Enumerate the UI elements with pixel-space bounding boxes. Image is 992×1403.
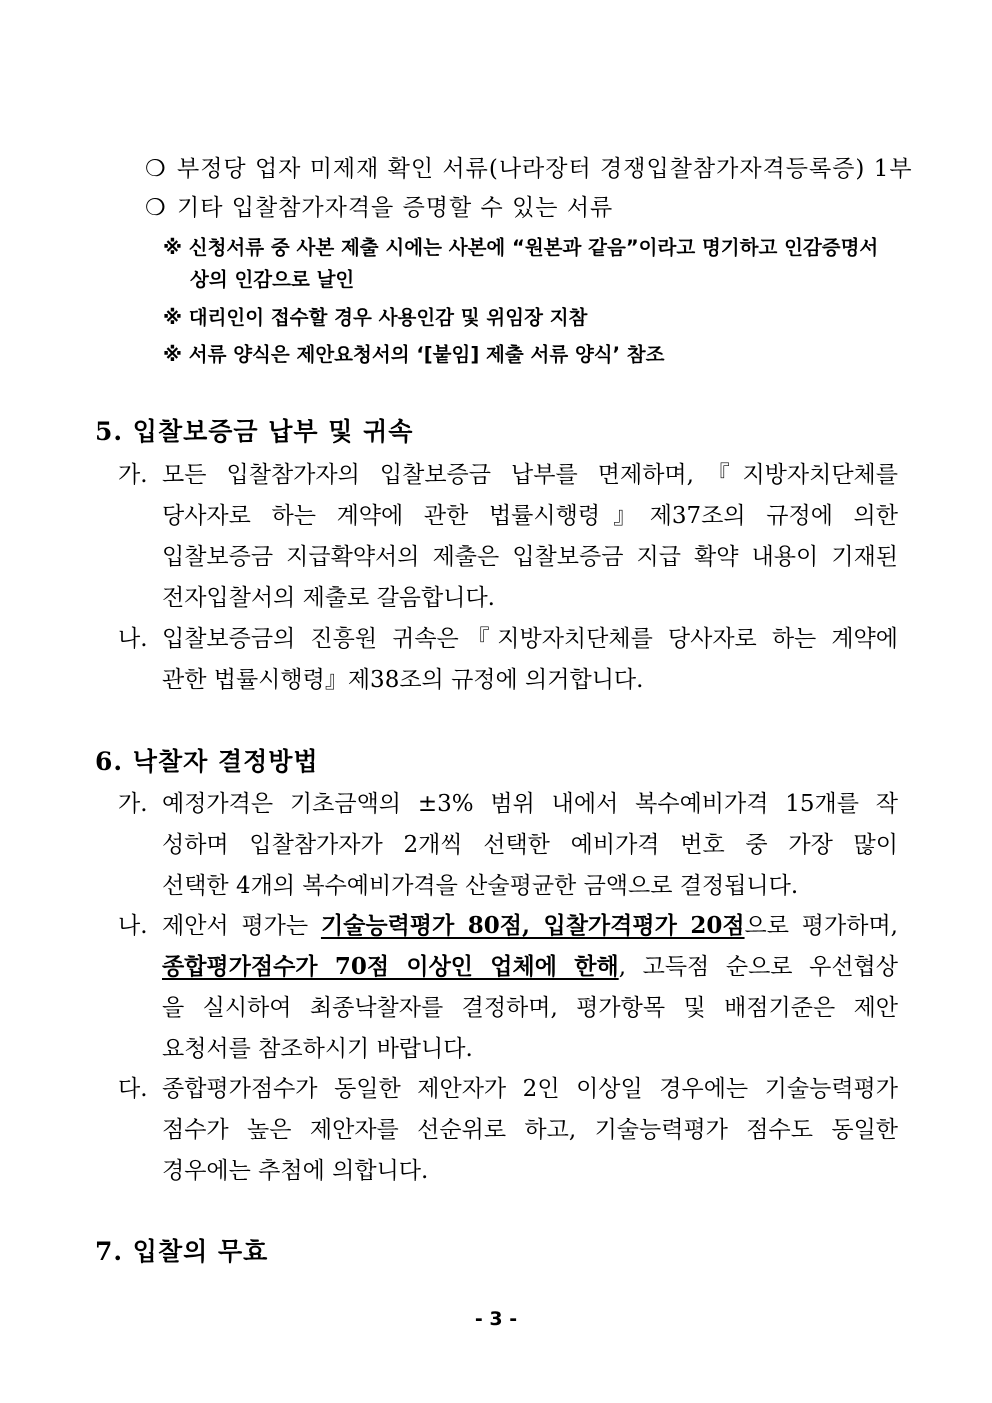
requirement-item xyxy=(145,189,613,222)
item-label: 나. xyxy=(118,913,148,939)
item-label: 나. xyxy=(118,626,148,652)
item-text: , 고득점 순으로 우선협상 xyxy=(618,954,898,980)
section-heading: 6. 낙찰자 결정방법 xyxy=(95,747,319,776)
item-line: 관한 법률시행령』제38조의 규정에 의거합니다. xyxy=(162,667,644,693)
item-label: 다. xyxy=(118,1076,148,1102)
page-number: - 3 - xyxy=(474,1308,518,1330)
requirement-text: 기타 입찰참가자격을 증명할 수 있는 서류 xyxy=(177,195,614,221)
note-line: ※ 대리인이 접수할 경우 사용인감 및 위임장 지참 xyxy=(163,306,588,329)
note-line: ※ 신청서류 중 사본 제출 시에는 사본에 “원본과 같음”이라고 명기하고 인감증명서 xyxy=(163,236,879,259)
item-line: 입찰보증금의 진흥원 귀속은『지방자치단체를 당사자로 하는 계약에 xyxy=(162,626,898,652)
item-line: 선택한 4개의 복수예비가격을 산술평균한 금액으로 결정됩니다. xyxy=(162,873,799,899)
item-text: 으로 평가하며, xyxy=(744,913,898,939)
note-line: ※ 서류 양식은 제안요청서의 ‘[붙임] 제출 서류 양식’ 참조 xyxy=(163,343,665,366)
emphasis-text: 종합평가점수가 70점 이상인 업체에 한해 xyxy=(162,953,619,980)
section-heading: 5. 입찰보증금 납부 및 귀속 xyxy=(95,417,414,446)
item-line xyxy=(162,948,898,981)
item-line: 전자입찰서의 제출로 갈음합니다. xyxy=(162,585,495,611)
requirement-text: 부정당 업자 미제재 확인 서류(나라장터 경쟁입찰참가자격등록증) 1부 xyxy=(177,156,913,182)
item-label: 가. xyxy=(118,462,148,488)
item-line: 을 실시하여 최종낙찰자를 결정하며, 평가항목 및 배점기준은 제안 xyxy=(162,995,898,1021)
item-line: 성하며 입찰참가자가 2개씩 선택한 예비가격 번호 중 가장 많이 xyxy=(162,832,898,858)
item-label: 가. xyxy=(118,791,148,817)
item-line xyxy=(162,907,898,940)
section-heading: 7. 입찰의 무효 xyxy=(95,1237,269,1266)
item-line: 종합평가점수가 동일한 제안자가 2인 이상일 경우에는 기술능력평가 xyxy=(162,1076,898,1102)
requirement-item xyxy=(145,150,913,183)
item-line: 점수가 높은 제안자를 선순위로 하고, 기술능력평가 점수도 동일한 xyxy=(162,1117,898,1143)
circle-bullet-icon: ❍ xyxy=(145,156,167,182)
note-line-continued: 상의 인감으로 날인 xyxy=(190,268,355,291)
item-line: 모든 입찰참가자의 입찰보증금 납부를 면제하며,『지방자치단체를 xyxy=(162,462,898,488)
emphasis-text: 기술능력평가 80점, 입찰가격평가 20점 xyxy=(320,912,745,939)
item-line: 당사자로 하는 계약에 관한 법률시행령』제37조의 규정에 의한 xyxy=(162,503,898,529)
item-line: 요청서를 참조하시기 바랍니다. xyxy=(162,1036,473,1062)
item-line: 예정가격은 기초금액의 ±3% 범위 내에서 복수예비가격 15개를 작 xyxy=(162,791,898,817)
item-line: 입찰보증금 지급확약서의 제출은 입찰보증금 지급 확약 내용이 기재된 xyxy=(162,544,898,570)
item-text: 제안서 평가는 xyxy=(162,913,321,939)
item-line: 경우에는 추첨에 의합니다. xyxy=(162,1158,429,1184)
circle-bullet-icon: ❍ xyxy=(145,195,167,221)
